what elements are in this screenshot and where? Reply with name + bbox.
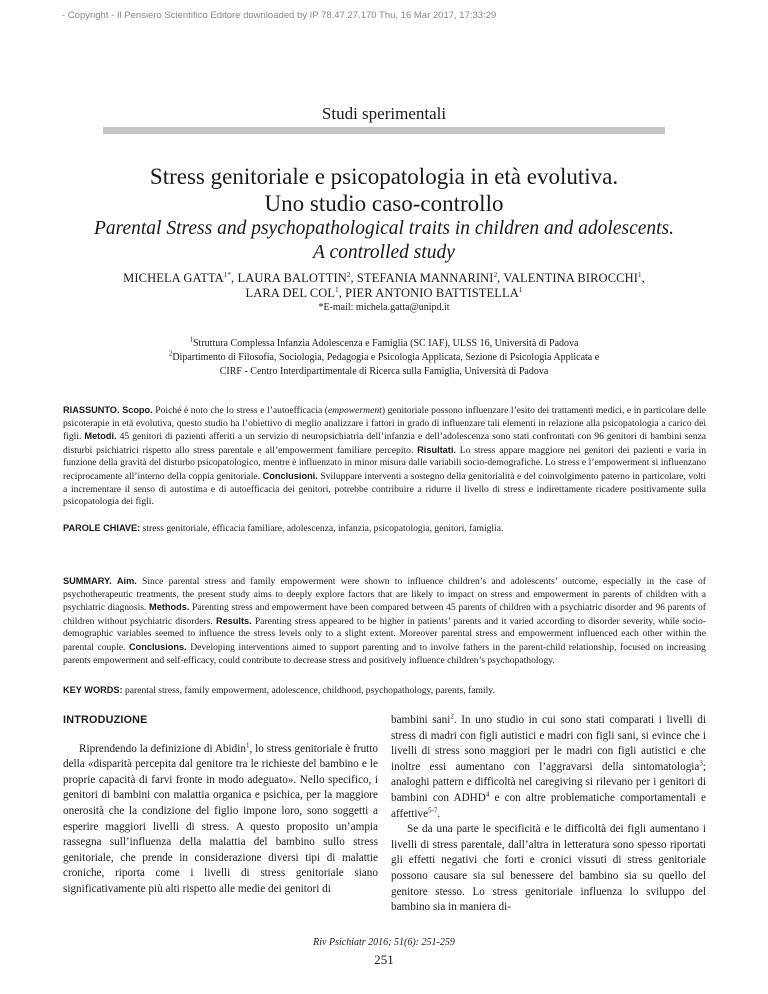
body-column-left <box>63 713 378 898</box>
summary-abstract: SUMMARY. Aim. Since parental stress and family empowerment were shown to influence children’s and adolescents’ outcome, especially in the case of psychotherapeutic treatments, the present study aims to deeply explore factors that are likely to impact on stress and empowerment in parents of children with a psychiatric diagnosis. Methods. Parenting stress and empowerment have been compared between 45 parents of children with a psychiatric disorder and 96 parents of children without psychiatric disorders. Results. Parenting stress appeared to be higher in patients’ parents and it varied according to disorder severity, while socio-demographic variables seemed to influence the stress levels only to a slight extent. Moreover parental stress and empowerment influenced each other within the parental couple. Conclusions. Developing interventions aimed to support parenting and to involve fathers in the parent-child relationship, focused on increasing parents empowerment and self-efficacy, could contribute to decrease stress and positively influence children’s psychopathology. <box>63 576 707 666</box>
section-title: Studi sperimentali <box>321 104 447 123</box>
intro-paragraph-2: Se da una parte le specificità e le difficoltà dei figli aumentano i livelli di stress parentale, dall’altra in letteratura sono spesso riportati gli effetti negativi che forti e cronici vissuti di stress genitoriale possono causare sia sul benessere del bambino sia su quello del genitore stesso. Lo stress genitoriale influenza lo sviluppo del bambino sia in maniera di- <box>391 823 706 914</box>
author-line-2: LARA DEL COL$^1$, PIER ANTONIO BATTISTELLA$^1$ <box>245 285 523 300</box>
affiliation-2-continued: CIRF - Centro Interdipartimentale di Ricerca sulla Famiglia, Università di Padova <box>219 366 549 377</box>
subtitle-line-1: Parental Stress and psychopathological traits in children and adolescents. <box>93 218 675 239</box>
parole-chiave: PAROLE CHIAVE: stress genitoriale, efficacia familiare, adolescenza, infanzia, psicopatologia, genitori, famiglia. <box>63 523 504 534</box>
riassunto-abstract: RIASSUNTO. Scopo. Poiché è noto che lo stress e l’autoefficacia (empowerment) genitoriale possono influenzare l’esito dei trattamenti medici, e in particolare delle psicoterapie in età evolutiva, questo studio ha l’obiettivo di meglio analizzare i fattori in grado di influenzare tali elementi in relazione alla psicopatologia a carico dei figli. Metodi. 45 genitori di pazienti afferiti a un servizio di neuropsichiatria dell’infanzia e dell’adolescenza sono stati confrontati con 96 genitori di bambini senza disturbi psichiatrici rispetto allo stress parentale e all’empowerment familiare percepito. Risultati. Lo stress appare maggiore nei genitori dei pazienti e varia in funzione della gravità del disturbo psicopatologico, mentre è influenzato in minor misura dalle variabili socio-demografiche. Lo stress e l’empowerment si influenzano reciprocamente all’interno della coppia genitoriale. Conclusioni. Sviluppare interventi a sostegno della genitorialità e del coinvolgimento paterno in particolare, volti a incrementare il senso di autostima e di autoefficacia dei genitori, potrebbe contribuire a ridurre il livello di stress e indirettamente ricadere positivamente sulla psicopatologia dei figli. <box>63 405 707 508</box>
section-divider <box>103 127 665 134</box>
corresponding-email[interactable]: *E-mail: michela.gatta@unipd.it <box>318 302 450 313</box>
article-title <box>60 163 708 217</box>
subtitle-line-2: A controlled study <box>313 242 455 263</box>
author-line-1: MICHELA $GATTA^{1*}$, LAURA BALOTTIN$^2$, STEFANIA MANNARINI$^2$, VALENTINA BIROCCHI$^1$, <box>123 270 645 285</box>
body-column-right <box>391 713 706 916</box>
intro-heading: INTRODUZIONE <box>63 714 148 726</box>
title-line-1: Stress genitoriale e psicopatologia in età evolutiva. <box>149 164 619 189</box>
title-line-2: Uno studio caso-controllo <box>264 191 504 216</box>
affiliations <box>60 337 708 379</box>
copyright-notice: - Copyright - Il Pensiero Scientifico Editore downloaded by IP 78.47.27.170 Thu, 16 Mar 2017, 17:33:29 <box>62 10 497 21</box>
key-words: KEY WORDS: parental stress, family empowerment, adolescence, childhood, psychopathology, parents, family. <box>63 685 495 696</box>
journal-citation: Riv Psichiatr 2016; 51(6): 251-259 <box>313 937 455 948</box>
author-list <box>60 271 708 301</box>
intro-paragraph-1: Riprendendo la definizione di Abidin$^1$, lo stress genitoriale è frutto della «disparità percepita dal genitore tra le richieste del bambino e le proprie capacità di farvi fronte in modo adeguato». Nello specifico, i genitori di bambini con malattia organica e psichica, per la maggiore onerosità che la condizione del figlio impone loro, sono soggetti a esperire maggiori livelli di stress. A questo proposito un’ampia rassegna sull’influenza della malattia del bambino sullo stress genitoriale, che prende in considerazione diversi tipi di malattie croniche, riporta come i livelli di stress genitoriale siano significativamente più alti rispetto alle medie dei genitori di <box>63 740 378 895</box>
affiliation-2: $^2$Dipartimento di Filosofia, Sociologia, Pedagogia e Psicologia Applicata, Sezione di Psicologia Applicata e <box>168 349 600 363</box>
article-subtitle <box>60 217 708 265</box>
page-number: 251 <box>374 952 394 967</box>
affiliation-1: $^1$Struttura Complessa Infanzia Adolescenza e Famiglia (SC IAF), ULSS 16, Università di Padova <box>189 335 579 349</box>
intro-paragraph-1-continued: bambini sani$^2$. In uno studio in cui sono stati comparati i livelli di stress di madri con figli autistici e madri con figli sani, si evince che i livelli di stress sono maggiori per le madri con figli autistici e che inoltre essi aumentano con l’aggravarsi della sintomatologia$^3$; analoghi pattern e difficoltà nel caregiving si rilevano per i genitori di bambini con ADHD$^4$ e con altre problematiche comportamentali e affettive$^{5-7}$. <box>391 712 706 820</box>
